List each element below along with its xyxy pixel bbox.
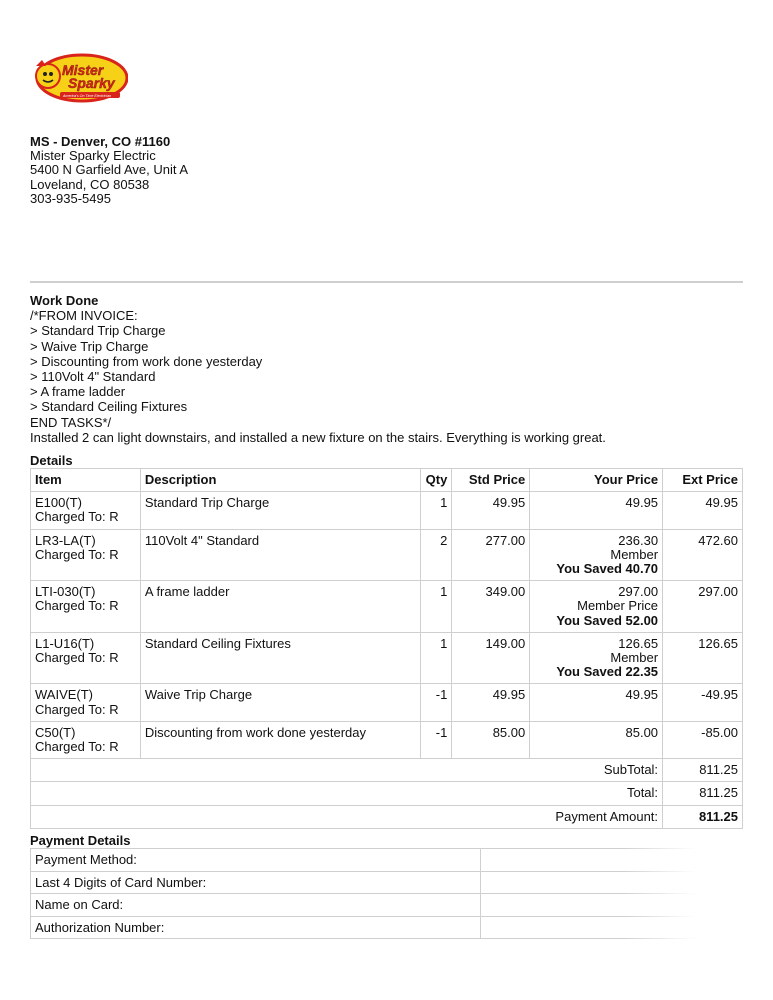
item-description: Standard Trip Charge (140, 492, 420, 529)
card-last4-label: Last 4 Digits of Card Number: (31, 871, 481, 894)
member-note: Member Price (577, 598, 659, 614)
item-your-price: 126.65 (618, 635, 659, 651)
item-code: C50(T) (35, 724, 76, 740)
you-saved: You Saved 52.00 (556, 612, 659, 628)
item-code: E100(T) (35, 495, 82, 511)
item-std-price: 49.95 (452, 492, 530, 529)
member-note: Member (610, 650, 659, 666)
logo-brand-top: Mister (62, 62, 104, 78)
total-value: 811.25 (663, 782, 743, 805)
authorization-number-label: Authorization Number: (31, 916, 481, 939)
work-done-section (30, 293, 606, 445)
table-row (31, 529, 743, 581)
item-code: L1-U16(T) (35, 635, 95, 651)
subtotal-label: SubTotal: (31, 759, 663, 782)
item-ext-price: 126.65 (663, 632, 743, 684)
item-description: Standard Ceiling Fixtures (140, 632, 420, 684)
header-item: Item (31, 469, 141, 492)
item-qty: 1 (421, 581, 452, 633)
details-title: Details (30, 453, 73, 468)
charged-to: Charged To: R (35, 509, 119, 525)
item-ext-price: -49.95 (663, 684, 743, 721)
you-saved: You Saved 40.70 (556, 561, 659, 577)
item-qty: 1 (421, 492, 452, 529)
item-ext-price: -85.00 (663, 721, 743, 758)
item-std-price: 277.00 (452, 529, 530, 581)
item-code: LTI-030(T) (35, 584, 96, 600)
charged-to: Charged To: R (35, 650, 119, 666)
table-row (31, 721, 743, 758)
item-your-price: 236.30 (618, 532, 659, 548)
charged-to: Charged To: R (35, 546, 119, 562)
work-done-line: Installed 2 can light downstairs, and installed a new fixture on the stairs. Everything is working great. (30, 429, 606, 445)
company-location: MS - Denver, CO #1160 (30, 134, 171, 149)
item-description: A frame ladder (140, 581, 420, 633)
charged-to: Charged To: R (35, 701, 119, 717)
subtotal-row (31, 759, 743, 782)
you-saved: You Saved 22.35 (556, 664, 659, 680)
header-your-price: Your Price (530, 469, 663, 492)
item-ext-price: 49.95 (663, 492, 743, 529)
item-your-price: 49.95 (625, 495, 659, 511)
section-divider (30, 281, 743, 283)
name-on-card-label: Name on Card: (31, 894, 481, 917)
work-done-line: > Waive Trip Charge (30, 338, 149, 354)
item-std-price: 349.00 (452, 581, 530, 633)
item-description: 110Volt 4" Standard (140, 529, 420, 581)
company-street: 5400 N Garfield Ave, Unit A (30, 162, 189, 178)
work-done-line: > 110Volt 4" Standard (30, 369, 156, 385)
item-your-price: 49.95 (625, 687, 659, 703)
header-ext-price: Ext Price (663, 469, 743, 492)
work-done-line: /*FROM INVOICE: (30, 308, 138, 324)
work-done-line: > Standard Ceiling Fixtures (30, 399, 188, 415)
item-qty: 2 (421, 529, 452, 581)
details-table (30, 468, 743, 829)
item-qty: -1 (421, 684, 452, 721)
item-std-price: 149.00 (452, 632, 530, 684)
work-done-line: > Standard Trip Charge (30, 323, 166, 339)
item-description: Discounting from work done yesterday (140, 721, 420, 758)
redaction-fade (623, 846, 743, 942)
item-code: WAIVE(T) (35, 687, 94, 703)
item-your-price: 85.00 (625, 724, 659, 740)
company-phone: 303-935-5495 (30, 190, 111, 206)
work-done-line: END TASKS*/ (30, 414, 112, 430)
total-row (31, 782, 743, 805)
item-qty: -1 (421, 721, 452, 758)
item-qty: 1 (421, 632, 452, 684)
work-done-line: > Discounting from work done yesterday (30, 353, 263, 369)
payment-details-title: Payment Details (30, 833, 131, 848)
charged-to: Charged To: R (35, 739, 119, 755)
payment-amount-row (31, 805, 743, 828)
table-row (31, 492, 743, 529)
item-ext-price: 297.00 (663, 581, 743, 633)
table-row (31, 581, 743, 633)
company-name: Mister Sparky Electric (30, 148, 156, 164)
item-description: Waive Trip Charge (140, 684, 420, 721)
table-row (31, 632, 743, 684)
header-description: Description (140, 469, 420, 492)
payment-amount-label: Payment Amount: (31, 805, 663, 828)
table-row (31, 684, 743, 721)
table-header-row (31, 469, 743, 492)
work-done-line: > A frame ladder (30, 384, 126, 400)
company-city: Loveland, CO 80538 (30, 176, 150, 192)
payment-method-label: Payment Method: (31, 849, 481, 872)
logo-tagline: America's On Time Electrician (63, 93, 111, 98)
item-std-price: 49.95 (452, 684, 530, 721)
work-done-title: Work Done (30, 293, 99, 308)
item-your-price: 297.00 (618, 584, 659, 600)
item-ext-price: 472.60 (663, 529, 743, 581)
company-address (30, 135, 188, 206)
payment-amount-value: 811.25 (663, 805, 743, 828)
item-code: LR3-LA(T) (35, 532, 96, 548)
item-std-price: 85.00 (452, 721, 530, 758)
logo-brand-bottom: Sparky (68, 75, 115, 91)
total-label: Total: (31, 782, 663, 805)
subtotal-value: 811.25 (663, 759, 743, 782)
header-qty: Qty (421, 469, 452, 492)
header-std-price: Std Price (452, 469, 530, 492)
charged-to: Charged To: R (35, 598, 119, 614)
mister-sparky-logo (30, 50, 128, 104)
member-note: Member (610, 546, 659, 562)
